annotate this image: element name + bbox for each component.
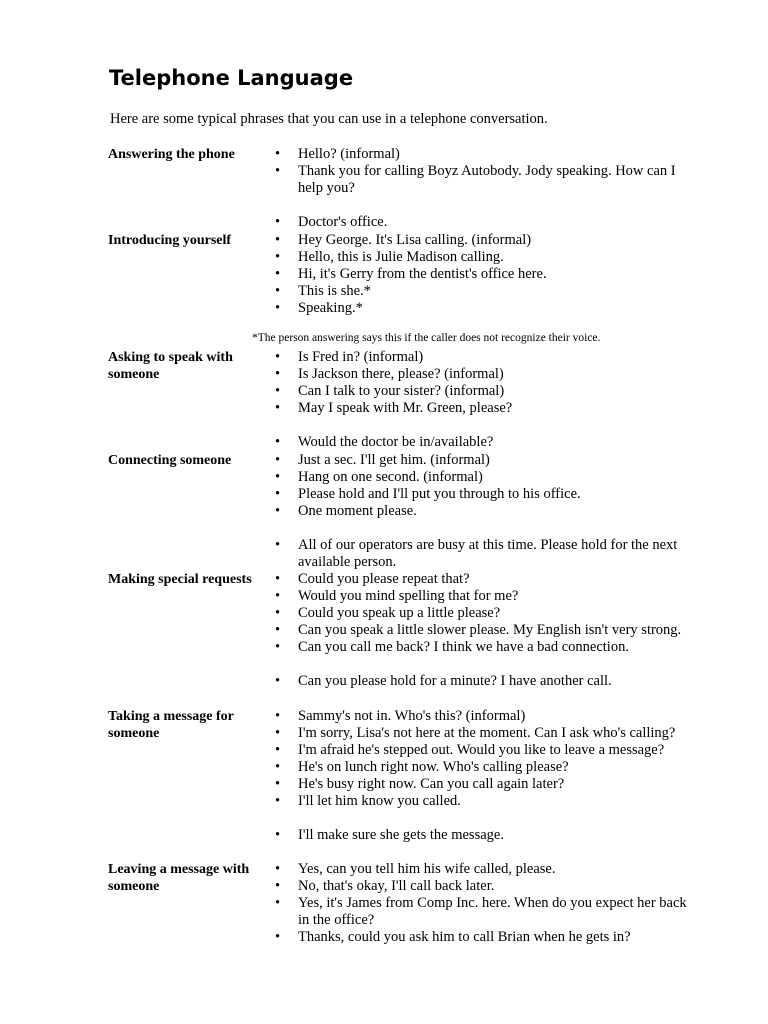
list-item: • Could you please repeat that? [275,571,700,588]
list-item: • I'll make sure she gets the message. [275,827,700,844]
page-title: Telephone Language [109,66,354,90]
list-item: • I'll let him know you called. [275,793,700,810]
list-item: • Hi, it's Gerry from the dentist's office here. [275,266,700,283]
intro-text: Here are some typical phrases that you can use in a telephone conversation. [110,111,548,127]
list-item: • Please hold and I'll put you through to his office. [275,486,700,503]
list-item: • Just a sec. I'll get him. (informal) [275,452,700,469]
section-list-answering [275,146,700,231]
list-item: • Is Fred in? (informal) [275,349,700,366]
list-item: • Hello, this is Julie Madison calling. [275,249,700,266]
list-item: • May I speak with Mr. Green, please? [275,400,700,417]
list-item: • Thank you for calling Boyz Autobody. Jody speaking. How can I help you? [275,163,700,197]
list-item: • Hello? (informal) [275,146,700,163]
list-item: • Could you speak up a little please? [275,605,700,622]
list-item: • Can you please hold for a minute? I have another call. [275,673,700,690]
list-item: • Sammy's not in. Who's this? (informal) [275,708,700,725]
section-label-asking: Asking to speak with someone [108,350,233,382]
list-item: • Hang on one second. (informal) [275,469,700,486]
section-list-connecting [275,452,700,571]
list-item: • Thanks, could you ask him to call Brian when he gets in? [275,929,700,946]
section-label-special-requests: Making special requests [108,572,252,587]
list-item: • Can you speak a little slower please. My English isn't very strong. [275,622,700,639]
list-item: • Doctor's office. [275,214,700,231]
list-item: • This is she.* [275,283,700,300]
section-list-asking [275,349,700,451]
list-item: • Would the doctor be in/available? [275,434,700,451]
list-item: • No, that's okay, I'll call back later. [275,878,700,895]
list-item: • Would you mind spelling that for me? [275,588,700,605]
list-item: • He's busy right now. Can you call again later? [275,776,700,793]
list-item: • He's on lunch right now. Who's calling please? [275,759,700,776]
list-item: • I'm afraid he's stepped out. Would you like to leave a message? [275,742,700,759]
section-label-leaving-message: Leaving a message with someone [108,862,250,894]
list-item: • Can I talk to your sister? (informal) [275,383,700,400]
list-item: • Yes, can you tell him his wife called, please. [275,861,700,878]
section-list-leaving-message [275,861,700,946]
section-list-introducing [275,232,700,317]
section-list-special-requests [275,571,700,690]
section-label-answering: Answering the phone [108,147,235,162]
list-item: • Is Jackson there, please? (informal) [275,366,700,383]
list-item: • All of our operators are busy at this time. Please hold for the next available person. [275,537,700,571]
list-item: • Can you call me back? I think we have a bad connection. [275,639,700,656]
list-item: • Yes, it's James from Comp Inc. here. When do you expect her back in the office? [275,895,700,929]
list-item: • Speaking.* [275,300,700,317]
list-item: • I'm sorry, Lisa's not here at the moment. Can I ask who's calling? [275,725,700,742]
list-item: • One moment please. [275,503,700,520]
footnote: *The person answering says this if the caller does not recognize their voice. [252,332,601,344]
section-list-taking-message [275,708,700,844]
section-label-connecting: Connecting someone [108,453,232,468]
section-label-introducing: Introducing yourself [108,233,232,248]
section-label-taking-message: Taking a message for someone [108,709,234,741]
list-item: • Hey George. It's Lisa calling. (informal) [275,232,700,249]
